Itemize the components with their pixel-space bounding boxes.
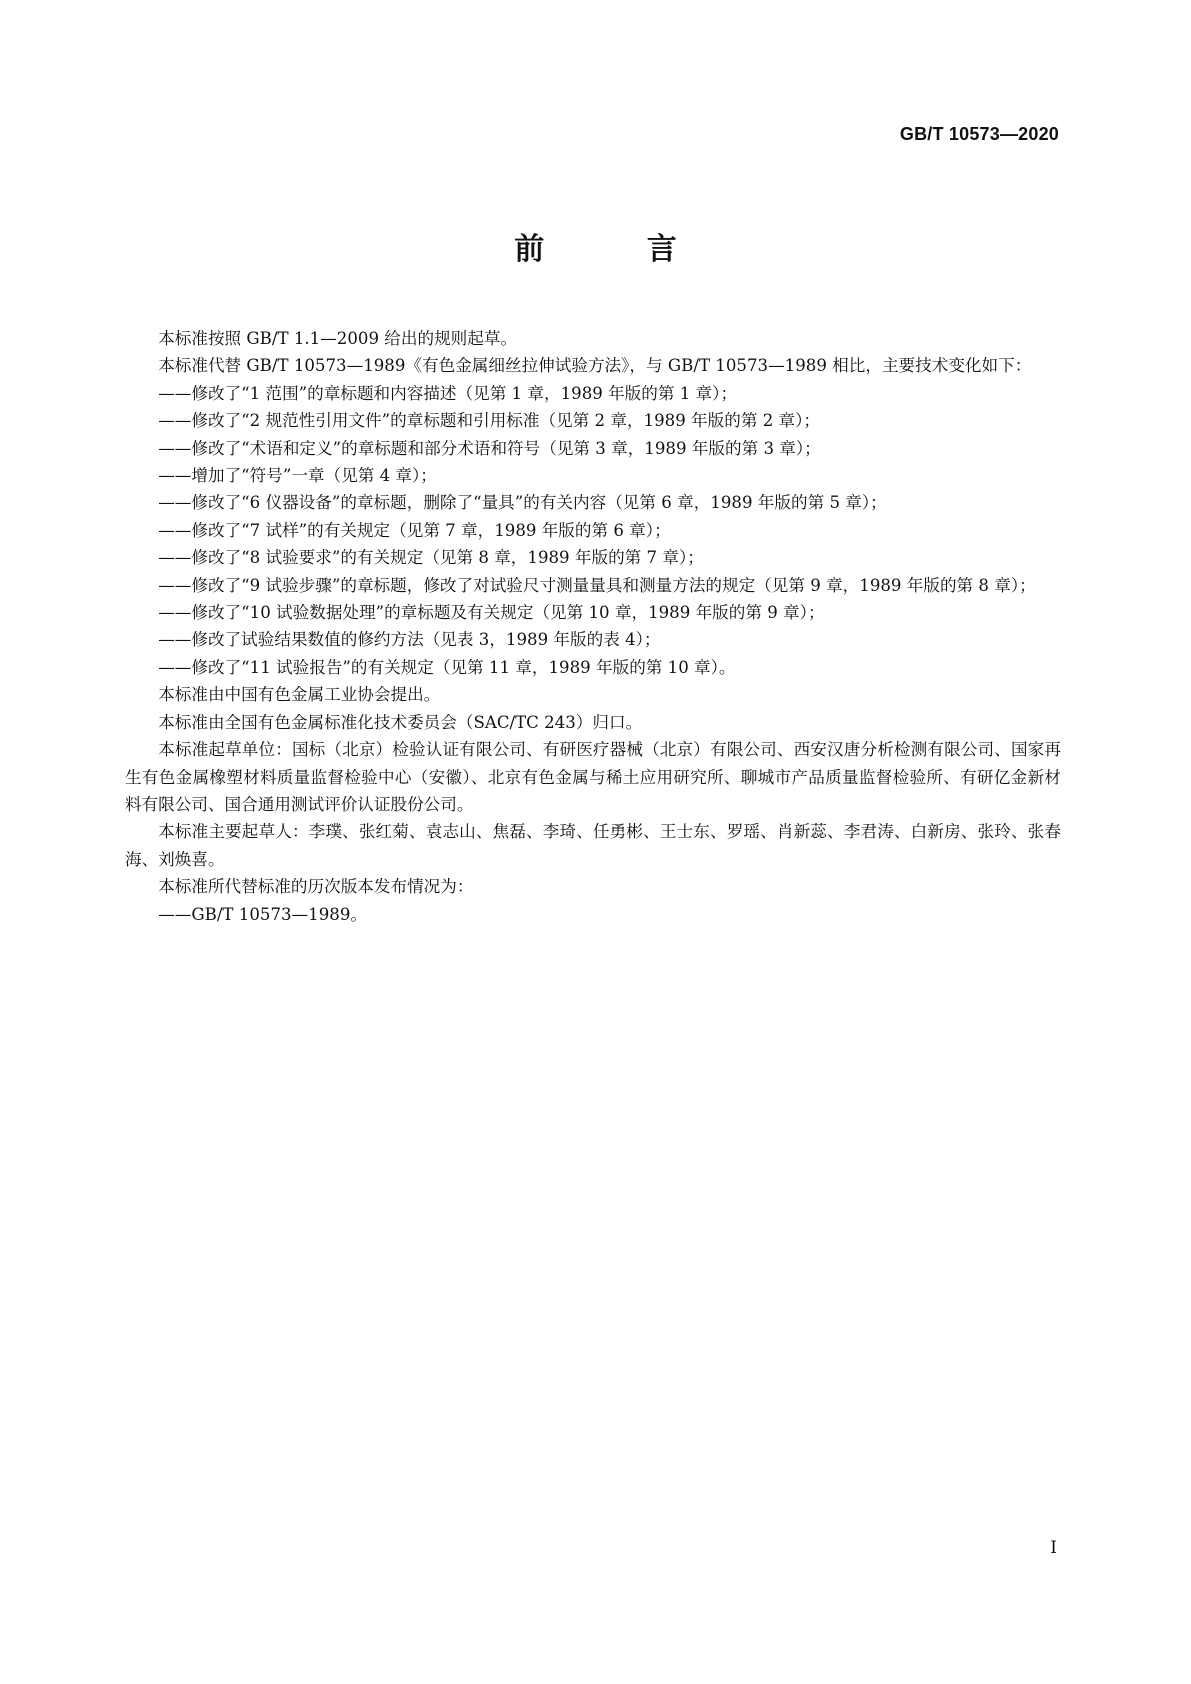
change-item: ——修改了“10 试验数据处理”的章标题及有关规定（见第 10 章，1989 年版的第 9 章）； [158, 603, 825, 623]
change-item: ——修改了“术语和定义”的章标题和部分术语和符号（见第 3 章，1989 年版的第 3 章）； [158, 438, 821, 458]
change-item: ——增加了“符号”一章（见第 4 章）； [158, 466, 437, 486]
change-item: ——修改了“2 规范性引用文件”的章标题和引用标准（见第 2 章，1989 年版的第 2 章）； [158, 411, 821, 431]
paragraph-committee: 本标准由全国有色金属标准化技术委员会（SAC/TC 243）归口。 [158, 712, 643, 732]
change-item: ——修改了“1 范围”的章标题和内容描述（见第 1 章，1989 年版的第 1 章）； [158, 383, 738, 403]
paragraph-drafting-units: 本标准起草单位：国标（北京）检验认证有限公司、有研医疗器械（北京）有限公司、西安汉唐分析检测有限公司、国家再生有色金属橡塑材料质量监督检验中心（安徽）、北京有色金属与稀土应用研究所、聊城市产品质量监督检验所、有研亿金新材料有限公司、国合通用测试评价认证股份公司。 [125, 740, 1061, 814]
change-item: ——修改了“8 试验要求”的有关规定（见第 8 章，1989 年版的第 7 章）； [158, 548, 704, 568]
paragraph-drafting-rules: 本标准按照 GB/T 1.1—2009 给出的规则起草。 [158, 329, 518, 348]
standard-code: GB/T 10573—2020 [899, 124, 1059, 144]
foreword-body [125, 325, 1061, 928]
history-item: ——GB/T 10573—1989。 [158, 904, 367, 924]
change-item: ——修改了“11 试验报告”的有关规定（见第 11 章，1989 年版的第 10 章）。 [158, 657, 736, 677]
page-title: 前 言 [514, 232, 723, 267]
change-item: ——修改了“6 仪器设备”的章标题，删除了“量具”的有关内容（见第 6 章，1989 年版的第 5 章）； [158, 493, 887, 513]
paragraph-replacement: 本标准代替 GB/T 10573—1989《有色金属细丝拉伸试验方法》，与 GB/T 10573—1989 相比，主要技术变化如下： [158, 356, 1032, 376]
paragraph-history: 本标准所代替标准的历次版本发布情况为： [158, 877, 474, 897]
change-item: ——修改了“7 试样”的有关规定（见第 7 章，1989 年版的第 6 章）； [158, 520, 671, 540]
paragraph-proposer: 本标准由中国有色金属工业协会提出。 [158, 685, 441, 705]
change-item: ——修改了“9 试验步骤”的章标题，修改了对试验尺寸测量量具和测量方法的规定（见第 9 章，1989 年版的第 8 章）； [158, 575, 1036, 595]
page-number: I [1050, 1538, 1057, 1558]
paragraph-drafters: 本标准主要起草人：李璞、张红菊、袁志山、焦磊、李琦、任勇彬、王士东、罗瑶、肖新蕊、李君涛、白新房、张玲、张春海、刘焕喜。 [125, 822, 1061, 869]
change-item: ——修改了试验结果数值的修约方法（见表 3，1989 年版的表 4）； [158, 630, 661, 650]
